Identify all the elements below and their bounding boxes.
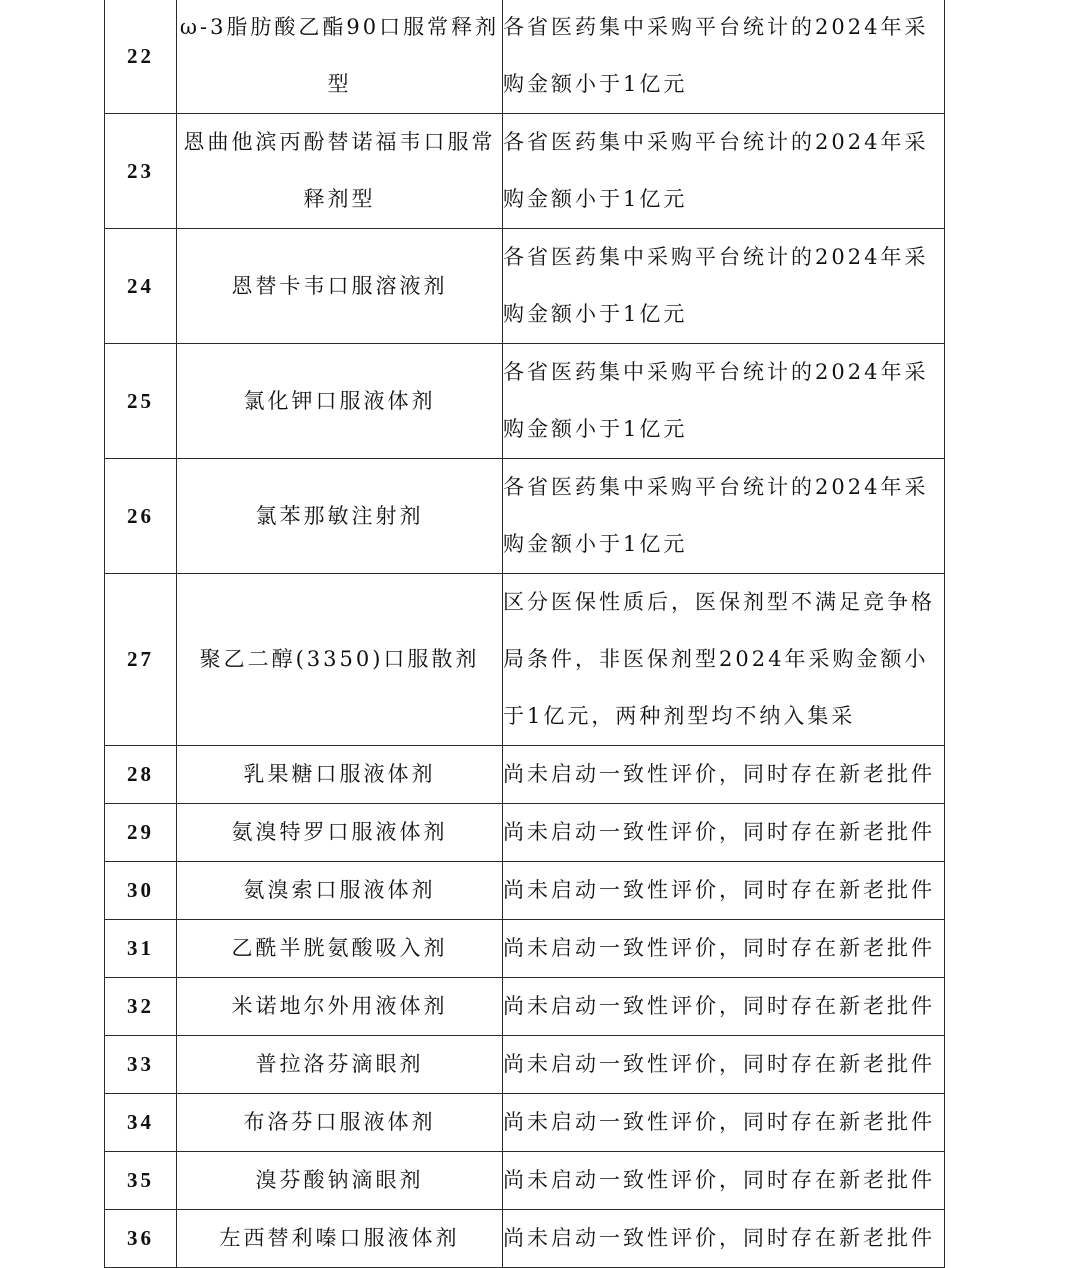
drug-name: 氨溴索口服液体剂: [177, 862, 503, 920]
table-row: [105, 1152, 945, 1210]
exclusion-reason: 尚未启动一致性评价，同时存在新老批件: [503, 920, 945, 978]
exclusion-reason: 尚未启动一致性评价，同时存在新老批件: [503, 746, 945, 804]
row-number: 32: [105, 978, 177, 1036]
row-number: 31: [105, 920, 177, 978]
exclusion-reason: 尚未启动一致性评价，同时存在新老批件: [503, 1210, 945, 1268]
exclusion-reason: 尚未启动一致性评价，同时存在新老批件: [503, 1036, 945, 1094]
table-row: [105, 0, 945, 114]
row-number: 22: [105, 0, 177, 114]
drug-name: 乳果糖口服液体剂: [177, 746, 503, 804]
exclusion-reason: 各省医药集中采购平台统计的2024年采购金额小于1亿元: [503, 0, 945, 114]
drug-name: 左西替利嗪口服液体剂: [177, 1210, 503, 1268]
drug-list-table: [104, 0, 945, 1268]
table-row: [105, 804, 945, 862]
exclusion-reason: 尚未启动一致性评价，同时存在新老批件: [503, 1094, 945, 1152]
row-number: 34: [105, 1094, 177, 1152]
exclusion-reason: 尚未启动一致性评价，同时存在新老批件: [503, 804, 945, 862]
exclusion-reason: 各省医药集中采购平台统计的2024年采购金额小于1亿元: [503, 344, 945, 459]
drug-name: 布洛芬口服液体剂: [177, 1094, 503, 1152]
row-number: 24: [105, 229, 177, 344]
table-row: [105, 1094, 945, 1152]
table-row: [105, 574, 945, 746]
drug-name: 聚乙二醇(3350)口服散剂: [177, 574, 503, 746]
drug-name: 恩曲他滨丙酚替诺福韦口服常释剂型: [177, 114, 503, 229]
drug-name: 恩替卡韦口服溶液剂: [177, 229, 503, 344]
table-row: [105, 229, 945, 344]
drug-name: 乙酰半胱氨酸吸入剂: [177, 920, 503, 978]
table-row: [105, 344, 945, 459]
drug-name: 氯化钾口服液体剂: [177, 344, 503, 459]
row-number: 30: [105, 862, 177, 920]
drug-name: 普拉洛芬滴眼剂: [177, 1036, 503, 1094]
row-number: 28: [105, 746, 177, 804]
table-row: [105, 114, 945, 229]
drug-name: 溴芬酸钠滴眼剂: [177, 1152, 503, 1210]
exclusion-reason: 尚未启动一致性评价，同时存在新老批件: [503, 1152, 945, 1210]
drug-name: ω-3脂肪酸乙酯90口服常释剂型: [177, 0, 503, 114]
table-row: [105, 746, 945, 804]
exclusion-reason: 尚未启动一致性评价，同时存在新老批件: [503, 862, 945, 920]
exclusion-reason: 尚未启动一致性评价，同时存在新老批件: [503, 978, 945, 1036]
table-row: [105, 920, 945, 978]
exclusion-reason: 各省医药集中采购平台统计的2024年采购金额小于1亿元: [503, 459, 945, 574]
row-number: 33: [105, 1036, 177, 1094]
row-number: 27: [105, 574, 177, 746]
exclusion-reason: 各省医药集中采购平台统计的2024年采购金额小于1亿元: [503, 229, 945, 344]
table-row: [105, 1036, 945, 1094]
drug-name: 氨溴特罗口服液体剂: [177, 804, 503, 862]
row-number: 36: [105, 1210, 177, 1268]
row-number: 25: [105, 344, 177, 459]
exclusion-reason: 区分医保性质后，医保剂型不满足竞争格局条件，非医保剂型2024年采购金额小于1亿元，两种剂型均不纳入集采: [503, 574, 945, 746]
table-row: [105, 459, 945, 574]
row-number: 35: [105, 1152, 177, 1210]
row-number: 23: [105, 114, 177, 229]
row-number: 29: [105, 804, 177, 862]
table-row: [105, 1210, 945, 1268]
table-row: [105, 978, 945, 1036]
table-row: [105, 862, 945, 920]
drug-name: 氯苯那敏注射剂: [177, 459, 503, 574]
drug-list-table-container: [104, 0, 944, 1268]
exclusion-reason: 各省医药集中采购平台统计的2024年采购金额小于1亿元: [503, 114, 945, 229]
drug-name: 米诺地尔外用液体剂: [177, 978, 503, 1036]
row-number: 26: [105, 459, 177, 574]
